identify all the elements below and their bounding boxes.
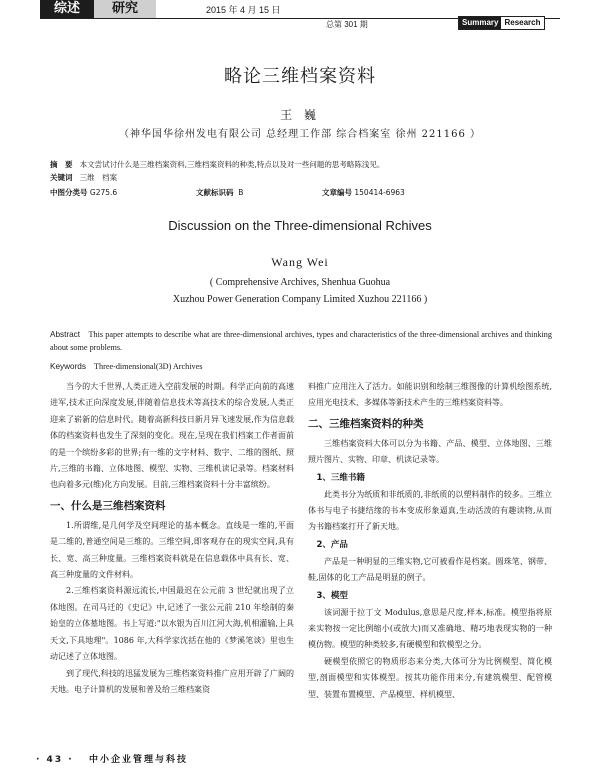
doc-code-value: B — [238, 188, 244, 197]
english-keywords-label: Keywords — [50, 362, 86, 371]
doc-code-label: 文献标识码 — [196, 188, 234, 197]
intro-paragraph: 当今的大千世界,人类正进入空前发展的时期。科学正向前的高速进军,技术正向深度发展,伴随着信息技术等高技术的综合发展,人类正迎来了崭新的信息时代。随着高新科技日新月异飞速发展,作为信息载体的档案资料也发生了深刻的变化。现在,呈现在我们档案工作者面前的是一个缤纷多彩的世界;有一维的文字材料、数字、二维的图纸、照片,三维的书籍、立体地图、模型、实物、三维机读记录等。档案材料也向着多元(维)化方向发展。目前,三维档案资料十分丰富缤纷。 — [50, 382, 294, 490]
paper-title: 略论三维档案资料 — [224, 66, 376, 87]
class-label: 中图分类号 — [50, 188, 88, 197]
english-author: Wang Wei — [271, 255, 329, 269]
english-keywords-text: Three-dimensional(3D) Archives — [94, 362, 203, 371]
books-paragraph: 此类书分为纸质和非纸质的,非纸质的以塑料制作的较多。三维立体书与电子书捷结缘的书本变成形象逼真,生动活泼的有趣读物,从而为书籍档案打开了新天地。 — [308, 489, 552, 532]
english-abstract-label: Abstract — [50, 330, 81, 339]
section-tag-research: 研究 — [94, 0, 156, 18]
article-number-value: 150414-6963 — [354, 188, 405, 197]
page-footer — [36, 752, 188, 765]
chinese-abstract — [50, 159, 384, 170]
english-affiliation-line2: Xuzhou Power Generation Company Limited Xuzhou 221166 ) — [172, 294, 428, 305]
abstract-text: 本文尝试讨什么是三维档案资料,三维档案资料的种类,特点以及对一些问题的思考略陈浅见。 — [79, 160, 385, 169]
section-heading-1: 一、什么是三维档案资料 — [50, 499, 166, 512]
models-paragraph-2: 硬模型依照它的物质形态来分类,大体可分为比例模型、简化模型,剖面模型和实体模型。按其功能作用来分,有建筑模型、配管模型、装置布置模型、产品模型、样机模型、 — [308, 656, 552, 699]
page-header — [0, 0, 600, 30]
article-number-label: 文章编号 — [322, 188, 352, 197]
page-number: · 43 · — [36, 755, 74, 765]
english-keywords — [50, 362, 202, 371]
journal-name: 中小企业管理与科技 — [89, 755, 189, 765]
body-column-left — [50, 379, 294, 698]
subheading-products: 2、产品 — [316, 539, 348, 550]
continued-paragraph: 料推广应用注入了活力。如能识别和绘制三维图像的计算机绘图系统,应用光电技术、多媒体等新技术产生的三维档案资料等。 — [308, 382, 552, 408]
research-label: Research — [501, 17, 543, 29]
keywords-text: 三维 档案 — [79, 173, 118, 182]
author-name: 王 巍 — [280, 108, 320, 122]
english-title: Discussion on the Three-dimensional Rchives — [168, 218, 432, 233]
class-value: G275.6 — [89, 188, 118, 197]
subheading-models: 3、模型 — [316, 590, 348, 601]
english-affiliation-line1: ( Comprehensive Archives, Shenhua Guohua — [209, 277, 391, 288]
products-paragraph: 产品是一种明显的三维实物,它可被看作是档案。圆珠笔、钢带、鞋,固体的化工产品是明显的例子。 — [308, 556, 552, 583]
section1-paragraph-3: 到了现代,科技的迅猛发展为三维档案资料推广应用开辟了广阔的天地。电子计算机的发展和普及给三维档案资 — [50, 668, 294, 694]
section-tag-review: 综述 — [40, 0, 94, 18]
section2-paragraph-1: 三维档案资料大体可以分为书籍、产品、模型、立体地图、三维照片图片、实物、印章、机读记录等。 — [308, 438, 552, 465]
keywords-label: 关键词 — [50, 173, 73, 182]
models-paragraph-1: 该词源于拉丁文 Modulus,意思是尺度,样本,标准。模型指将原来实物按一定比例缩小(或放大)而又准确地、精巧地表现实物的一种模仿物。模型的种类较多,有硬模型和软模型之分。 — [308, 607, 552, 650]
issue-number: 总第 301 期 — [326, 20, 368, 29]
section1-paragraph-1: 1.所谓维,是几何学及空间理论的基本概念。直线是一维的,平面是二维的,普通空间是三维的。三维空间,即客观存在的现实空间,具有长、宽、高三种度量。三维档案资料就是在信息载体中具有长、宽、高三种度量的文件材料。 — [50, 520, 294, 580]
subheading-books: 1、三维书籍 — [316, 472, 365, 483]
section1-paragraph-2: 2.三维档案资料源远流长,中国最迟在公元前 3 世纪就出现了立体地图。在司马迁的《史记》中,记述了一张公元前 210 年绘制的秦始皇的立体墓地图。书上写道:"以水银为百川江河大海,机相灌输,上具天文,下具地理"。1086 年,大科学家沈括在他的《梦溪笔谈》里也生动记述了立体地图。 — [50, 586, 294, 662]
author-affiliation: （神华国华徐州发电有限公司 总经理工作部 综合档案室 徐州 221166 ） — [118, 129, 482, 140]
classification-line — [50, 187, 405, 198]
abstract-label: 摘 要 — [50, 160, 73, 169]
english-abstract-text: This paper attempts to describe what are three-dimensional archives, types and characteristics of the three-dimensional archives and thinking about some problems. — [50, 330, 552, 352]
issue-date: 2015 年 4 月 15 日 — [206, 5, 281, 15]
body-column-right — [308, 379, 552, 703]
english-abstract — [50, 328, 552, 354]
summary-label: Summary — [459, 17, 501, 29]
summary-research-badge — [458, 16, 545, 30]
section-heading-2: 二、三维档案资料的种类 — [308, 417, 424, 430]
chinese-keywords — [50, 172, 117, 183]
